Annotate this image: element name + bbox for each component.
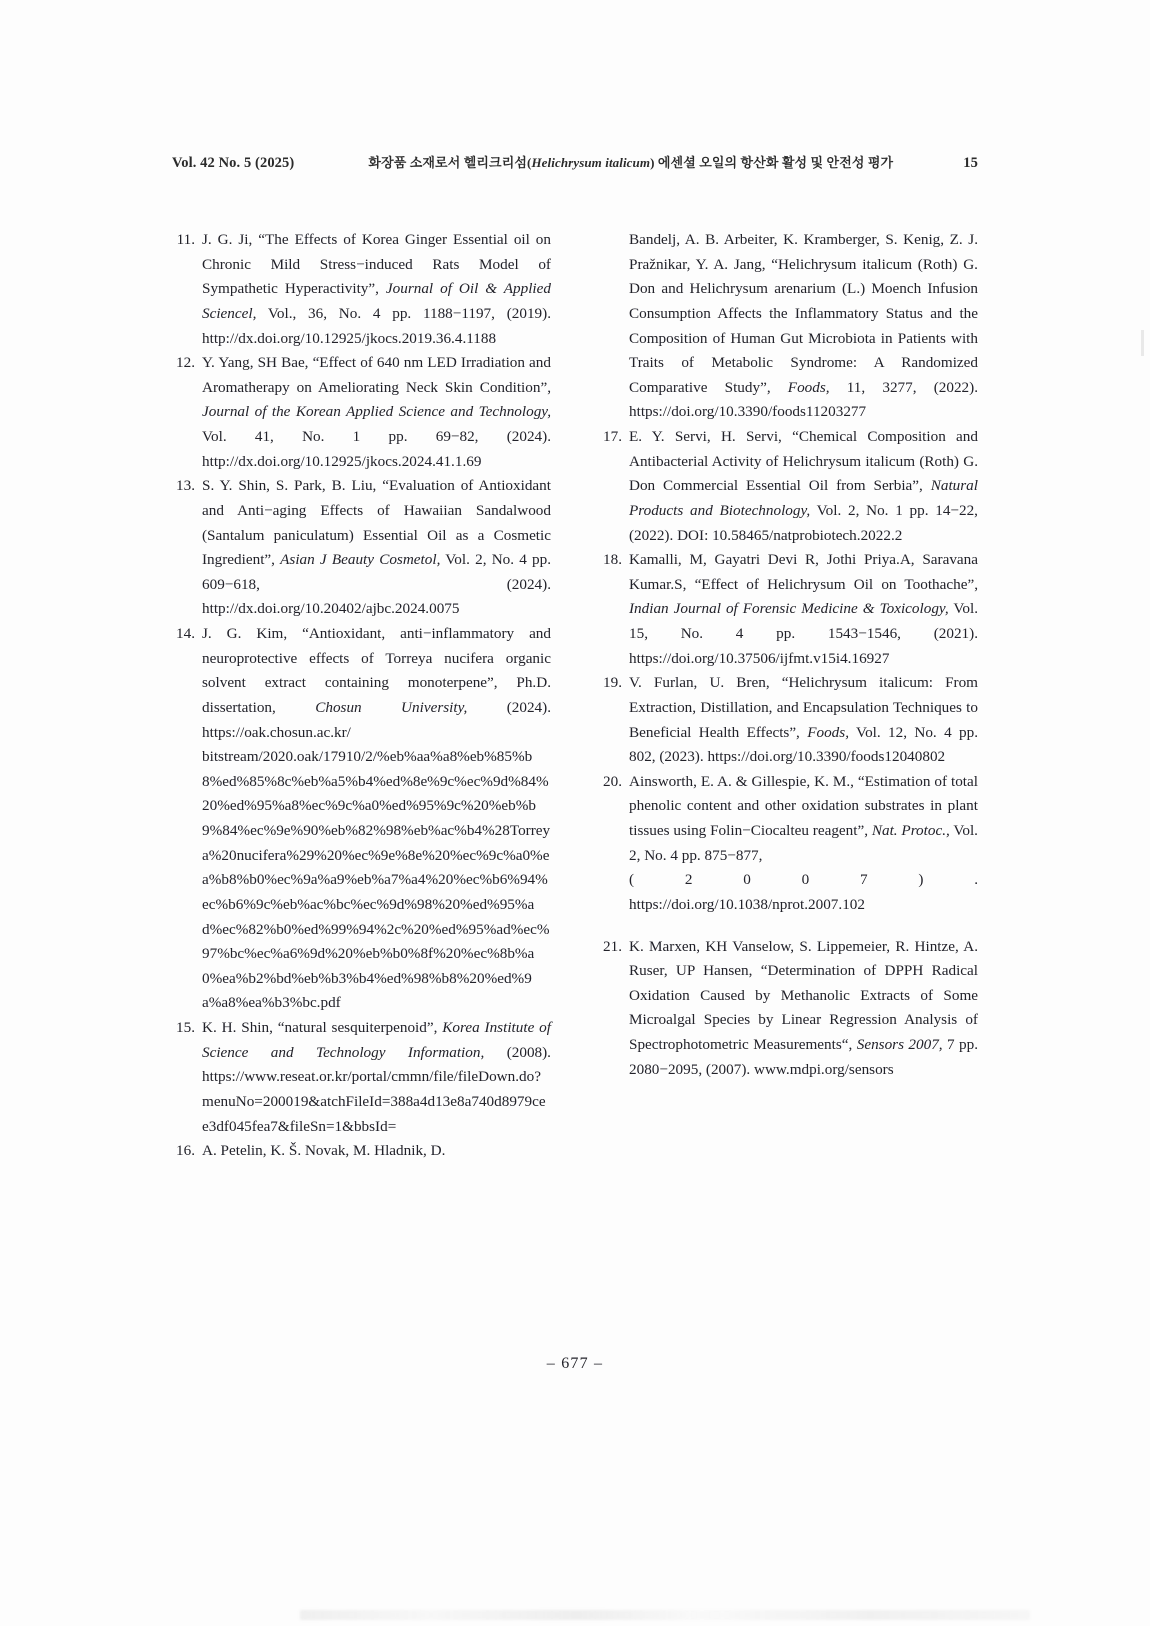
reference-item <box>599 671 978 770</box>
page-footer <box>0 1355 1150 1373</box>
reference-journal: Chosun University, <box>315 698 468 716</box>
reference-journal: Journal of Oil & Applied Sciencel, <box>202 280 551 322</box>
reference-number: 20. <box>603 772 622 790</box>
reference-title: “natural sesquiterpenoid”, <box>277 1019 443 1036</box>
reference-authors: Kamalli, M, Gayatri Devi R, Jothi Priya.A, Saravana Kumar.S, <box>629 551 978 593</box>
right-column <box>599 228 978 1164</box>
reference-number: 13. <box>176 477 195 495</box>
reference-number: 17. <box>603 428 622 445</box>
reference-title: “Effect of 640 nm LED Irradiation and Aromatherapy on Ameliorating Neck Skin Condition”, <box>202 354 551 396</box>
reference-number: 19. <box>603 674 622 692</box>
reference-text <box>202 228 551 351</box>
reference-number: 18. <box>603 551 622 569</box>
reference-number: 21. <box>603 937 622 955</box>
reference-authors: Y. Yang, SH Bae, <box>202 354 313 372</box>
reference-authors: J. G. Ji, <box>202 231 259 248</box>
reference-title: “Helichrysum italicum (Roth) G. Don and Helichrysum arenarium (L.) Moench Infusion Consumption Affects the Inflammatory Status and the Composition of Human Gut Microbiota in Patients with Traits of Metabolic Syndrome: A Randomized Comparative Study”, <box>629 255 978 396</box>
reference-authors: V. Furlan, U. Bren, <box>629 674 782 692</box>
reference-journal: Foods, <box>807 723 849 741</box>
page-number: – 677 – <box>546 1355 604 1372</box>
reference-title: “Antioxidant, anti−inflammatory and neuroprotective effects of Torreya nucifera organic solvent extract containing monoterpene”, Ph.D. dissertation, <box>202 625 551 716</box>
reference-title: “The Effects of Korea Ginger Essential oil on Chronic Mild Stress−induced Rats Model of Sympathetic Hyperactivity”, <box>202 231 551 298</box>
running-head-page-label: 15 <box>963 155 978 171</box>
reference-journal: Nat. Protoc., <box>871 822 950 839</box>
reference-text <box>202 1139 551 1164</box>
reference-tail: Vol. 2, No. 4 pp. 609−618, (2024). http://dx.doi.org/10.20402/ajbc.2024.0075 <box>202 551 551 618</box>
reference-columns <box>172 228 978 1164</box>
reference-number: 11. <box>176 231 195 248</box>
reference-authors: J. G. Kim, <box>202 625 303 642</box>
reference-journal: Journal of the Korean Applied Science and Technology, <box>202 403 551 421</box>
reference-text <box>202 1016 551 1139</box>
reference-number: 12. <box>176 354 195 372</box>
scan-artifact <box>300 1610 1030 1620</box>
reference-text <box>629 671 978 770</box>
reference-title: “Helichrysum italicum: From Extraction, Distillation, and Encapsulation Techniques to Beneficial Health Effects”, <box>629 674 978 741</box>
reference-item <box>599 548 978 671</box>
reference-tail: (2008). https://www.reseat.or.kr/portal/cmmn/file/fileDown.do?menuNo=200019&atchFileId=388a4d13e8a740d8979cee3df045fea7&fileSn=1&bbsId= <box>202 1043 551 1135</box>
reference-journal: Korea Institute of Science and Technology Information, <box>202 1019 551 1061</box>
running-head-title-species: Helichrysum italicum <box>531 155 651 170</box>
reference-url-encoded: bitstream/2020.oak/17910/2/%eb%aa%a8%eb%85%b8%ed%85%8c%eb%a5%b4%ed%8e%9c%ec%9d%84%20%ed%95%a8%ec%9c%a0%ed%95%9c%20%eb%b9%84%ec%9e%90%eb%82%98%eb%ac%b4%28Torreya%20nucifera%29%20%ec%9e%8e%20%ec%9c%a0%ea%b8%b0%ec%9a%a9%eb%a7%a4%20%ec%b6%94%ec%b6%9c%eb%ac%bc%ec%9d%98%20%ed%95%ad%ec%82%b0%ed%99%94%2c%20%ed%95%ad%ec%97%bc%ec%a6%9d%20%eb%b0%8f%20%ec%8b%a0%ea%b2%bd%eb%b3%b4%ed%98%b8%20%ed%9a%a8%ea%b3%bc.pdf <box>202 748 551 1012</box>
reference-journal: Asian J Beauty Cosmetol, <box>280 551 441 569</box>
reference-tail: Vol., 36, No. 4 pp. 1188−1197, (2019). http://dx.doi.org/10.12925/jkocs.2019.36.4.1188 <box>202 304 551 347</box>
reference-authors: E. Y. Servi, H. Servi, <box>629 428 793 445</box>
reference-authors: S. Y. Shin, S. Park, B. Liu, <box>202 477 383 495</box>
reference-item <box>599 770 978 918</box>
reference-tail: Vol. 15, No. 4 pp. 1543−1546, (2021). https://doi.org/10.37506/ijfmt.v15i4.16927 <box>629 600 978 667</box>
running-head-volume: Vol. 42 No. 5 (2025) <box>172 155 295 171</box>
reference-title: “Effect of Helichrysum Oil on Toothache”, <box>694 575 978 593</box>
reference-text <box>629 425 978 548</box>
reference-item <box>599 935 978 1083</box>
reference-authors: K. H. Shin, <box>202 1019 278 1036</box>
reference-tail: Vol. 2, No. 4 pp. 875−877, <box>629 822 978 864</box>
reference-number: 14. <box>176 625 195 642</box>
reference-authors: K. Marxen, KH Vanselow, S. Lippemeier, R. Hintze, A. Ruser, UP Hansen, <box>629 937 978 980</box>
reference-item <box>172 1016 551 1139</box>
reference-tail-2: https://doi.org/10.1038/nprot.2007.102 <box>629 895 865 913</box>
reference-text <box>202 474 551 622</box>
reference-item <box>172 1139 551 1164</box>
reference-title: “Evaluation of Antioxidant and Anti−aging Effects of Hawaiian Sandalwood (Santalum paniculatum) Essential Oil as a Cosmetic Ingredient”, <box>202 477 551 569</box>
running-head-title-prefix: 화장품 소재로서 헬리크리섬( <box>368 155 532 170</box>
reference-item <box>172 474 551 622</box>
reference-tail: Vol. 41, No. 1 pp. 69−82, (2024). http://dx.doi.org/10.12925/jkocs.2024.41.1.69 <box>202 428 551 470</box>
reference-journal: Foods, <box>787 378 830 396</box>
reference-text <box>202 351 551 474</box>
reference-text <box>629 770 978 918</box>
reference-title: “Chemical Composition and Antibacterial Activity of Helichrysum italicum (Roth) G. Don Commercial Essential Oil from Serbia”, <box>629 428 978 495</box>
reference-continuation <box>629 228 978 425</box>
reference-item <box>172 228 551 351</box>
reference-tail: Vol. 2, No. 1 pp. 14−22, (2022). DOI: 10.58465/natprobiotech.2022.2 <box>629 501 978 544</box>
reference-text <box>202 622 551 745</box>
reference-journal: Natural Products and Biotechnology, <box>629 477 978 519</box>
page-edge-mark <box>1141 330 1144 356</box>
reference-item <box>172 351 551 474</box>
reference-number: 16. <box>176 1142 195 1160</box>
running-head <box>172 152 978 172</box>
running-head-title-suffix: ) 에센셜 오일의 항산화 활성 및 안전성 평가 <box>650 155 894 170</box>
reference-title: “Estimation of total phenolic content and other oxidation substrates in plant tissues using Folin−Ciocalteu reagent”, <box>629 772 978 839</box>
reference-tail: 11, 3277, (2022). https://doi.org/10.3390/foods11203277 <box>629 378 978 421</box>
reference-text <box>629 935 978 1083</box>
reference-tail: Vol. 12, No. 4 pp. 802, (2023). https://doi.org/10.3390/foods12040802 <box>629 723 979 766</box>
reference-year-spread: ( 2 0 0 7 ) . <box>629 871 978 889</box>
reference-authors: A. Petelin, K. Š. Novak, M. Hladnik, D. <box>202 1142 446 1160</box>
running-head-title <box>294 152 949 171</box>
reference-authors: Ainsworth, E. A. & Gillespie, K. M., <box>629 772 858 790</box>
left-column <box>172 228 551 1164</box>
reference-item <box>172 622 551 745</box>
reference-number: 15. <box>176 1019 195 1036</box>
reference-authors: Bandelj, A. B. Arbeiter, K. Kramberger, S. Kenig, Z. J. Pražnikar, Y. A. Jang, <box>629 231 978 273</box>
reference-item <box>599 425 978 548</box>
reference-text <box>629 548 978 671</box>
reference-tail: 7 pp. 2080−2095, (2007). www.mdpi.org/sensors <box>629 1036 979 1078</box>
reference-journal: Indian Journal of Forensic Medicine & Toxicology, <box>629 600 949 618</box>
reference-tail: (2024). https://oak.chosun.ac.kr/ <box>202 698 551 741</box>
reference-journal: Sensors 2007, <box>856 1036 943 1053</box>
reference-title: “Determination of DPPH Radical Oxidation Caused by Methanolic Extracts of Some Microalgal Species by Linear Regression Analysis of Spectrophotometric Measurements“, <box>629 962 978 1053</box>
